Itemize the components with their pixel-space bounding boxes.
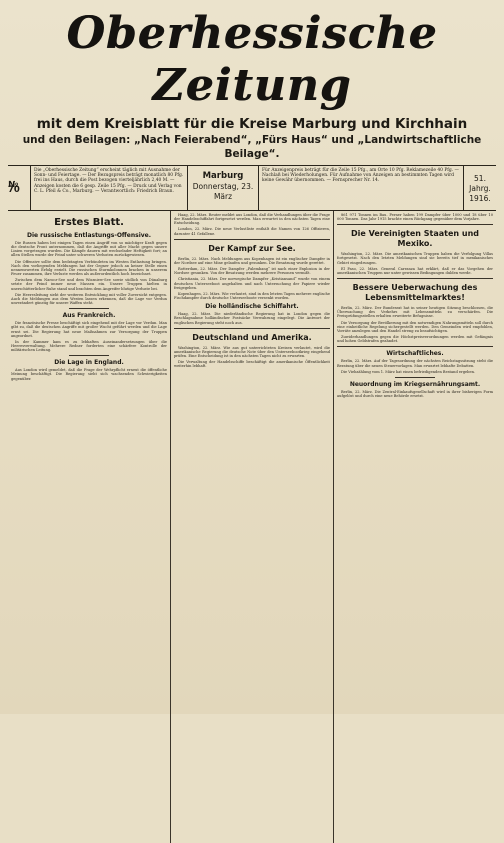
article-body — [11, 241, 167, 305]
article-paragraph: Berlin, 22. März. Auf der Tagesordnung der nächsten Reichstagssitzung steht die Beratung über die neuen Steuervorlagen. Man erwartet lebhafte Debatten. — [337, 359, 493, 368]
article-body — [337, 252, 493, 275]
article-body — [174, 213, 330, 236]
article-title: Deutschland und Amerika. — [192, 332, 312, 342]
article-body — [11, 321, 167, 352]
article-body — [11, 368, 167, 380]
divider — [174, 328, 330, 329]
article-body — [337, 306, 493, 343]
first-sheet-heading: Erstes Blatt. — [54, 217, 124, 228]
advertising-info: Für Anzeigenpreis beträgt für die Zeile 15 Pfg., am Orte 10 Pfg. Reklamezeile 40 Pfg. — Nachlaß bei Wiederholungen. Für Aufnahme von Anzeigen an bestimmten Tagen wird keine Gewähr übernommen. — Fernsprecher Nr. 14. — [259, 166, 464, 210]
article-paragraph: Washington, 22. März. Wie aus gut unterrichteten Kreisen verlautet, wird die amerikanische Regierung die deutsche Note über den Unterseebootkrieg eingehend prüfen. Eine Entscheidung ist in den nächsten Tagen nicht zu erwarten. — [174, 345, 330, 358]
subscription-info: Die „Oberhessische Zeitung“ erscheint täglich mit Ausnahme der Sonn- und Feiertage. — Der Bezugspreis beträgt monatlich 80 Pfg. frei ins Haus, durch die Post bezogen vierteljährlich 2,40 M. — Anzeigen kosten die 6 gesp. Zeile 15 Pfg. — Druck und Verlag von C. L. Pfeil & Co., Marburg. — Verantwortlich: Friedrich Braun. — [31, 166, 188, 210]
info-row — [8, 166, 496, 211]
divider — [337, 224, 493, 225]
article-title: Aus Frankreich. — [62, 312, 116, 320]
article-paragraph: Kopenhagen, 22. März. Wie verlautet, sind in den letzten Tagen mehrere englische Fischdampfer durch deutsche Unterseeboote versenkt worden. — [174, 291, 330, 301]
article-paragraph: Die Verwaltung der Handelsschiffe beschäftigt die amerikanische Öffentlichkeit weiterhin lebhaft. — [174, 360, 330, 369]
column-3 — [334, 211, 496, 843]
volume-year — [464, 166, 496, 210]
masthead-supplements: und den Beilagen: „Nach Feierabend“, „Fürs Haus“ und „Landwirtschaftliche Beilage“. — [22, 134, 482, 160]
article-paragraph: El Paso, 22. März. General Carranza hat erklärt, daß er das Vorgehen der amerikanischen Truppen nur unter gewissen Bedingungen dulden werde. — [337, 266, 493, 275]
article-paragraph: Berlin, 22. März. Der Bundesrat hat in seiner heutigen Sitzung beschlossen, die Überwachung des Verkehrs mit Lebensmitteln zu verschärfen. Die Preisprüfungsstellen erhalten erweiterte Befugnisse. — [337, 306, 493, 319]
article-paragraph: Haag, 22. März. Reuter meldet aus London, daß die Verhandlungen über die Frage der Handelsschiffahrt fortgesetzt werden. Man erwartet in den nächsten Tagen eine Entscheidung. — [174, 213, 330, 226]
masthead-subtitle: mit dem Kreisblatt für die Kreise Marburg und Kirchhain — [36, 116, 468, 132]
article-paragraph: London, 22. März. Die neue Verlustliste enthält die Namen von 126 Offizieren, darunter 41 Gefallene. — [174, 227, 330, 236]
article-paragraph: Die französische Presse beschäftigt sich eingehend mit der Lage vor Verdun. Man gibt zu, daß die deutschen Angriffe mit großer Wucht geführt werden und die Lage ernst sei. Die Regierung hat neue Maßnahmen zur Versorgung der Truppen angeordnet. — [11, 321, 167, 338]
dateline-date: Donnerstag, 23. März — [192, 182, 254, 201]
article-title: Die russische Entlastungs-Offensive. — [26, 232, 152, 239]
article-paragraph: Die Russen haben bei einigen Tagen einen Angriff von so mächtiger Kraft gegen die deutsche Front unternommen, daß die Angriffe mit aller Macht gegen unsere Linien vorgetragen wurden. Die Kämpfe dauern mit wechselnder Heftigkeit fort; an allen Stellen wurde der Feind unter schweren Verlusten zurückgewiesen. — [11, 241, 167, 258]
article-title: Wirtschaftliches. — [386, 350, 444, 358]
article-title: Neuordnung im Kriegsernährungsamt. — [349, 380, 481, 388]
article-title: Der Kampf zur See. — [208, 243, 296, 253]
divider — [337, 278, 493, 279]
article-body — [337, 390, 493, 398]
article-paragraph: Die Heeresleitung sieht der weiteren Entwicklung mit voller Zuversicht entgegen. Auch die Meldungen aus dem Westen lassen erkennen, daß die Lage vor Verdun unverändert günstig für unsere Waffen steht. — [11, 292, 167, 306]
volume: 51. Jahrg. — [469, 174, 491, 193]
article-body — [337, 213, 493, 221]
article-paragraph: Haag, 22. März. Die niederländische Regierung hat in London gegen die Beschlagnahme holländischer Postsäcke Verwahrung eingelegt. Die Antwort der englischen Regierung steht noch aus. — [174, 312, 330, 325]
article-paragraph: In der Kammer kam es zu lebhaften Auseinandersetzungen über die Heeresverwaltung. Mehrere Redner forderten eine schärfere Kontrolle der militärischen Leitung. — [11, 339, 167, 353]
article-paragraph: Zuwiderhandlungen gegen die Höchstpreisverordnungen werden mit Gefängnis und hohen Geldstrafen geahndet. — [337, 335, 493, 344]
article-title: Die Lage in England. — [54, 359, 124, 367]
article-paragraph: Berlin, 22. März. Die Zentral-Einkaufsgesellschaft wird in ihrer bisherigen Form aufgelöst und durch eine neue Behörde ersetzt. — [337, 389, 493, 398]
article-paragraph: Die Offensive sollte dem bedrängten Verbündeten im Westen Entlastung bringen. Nach den vorliegenden Meldungen hat der Gegner jedoch an keiner Stelle einen nennenswerten Erfolg erzielt. Die russischen Sturmkolonnen brachen in unserem Feuer zusammen, ihre Verluste werden als außerordentlich hoch bezeichnet. — [11, 259, 167, 277]
divider — [69, 355, 109, 356]
article-paragraph: Die Viehzählung vom 1. März hat einen befriedigenden Bestand ergeben. — [341, 369, 476, 374]
article-body — [174, 312, 330, 324]
masthead-title: Oberhessische Zeitung — [66, 8, 438, 111]
article-title: Bessere Ueberwachung des Lebensmittelmarktes! — [352, 283, 478, 303]
article-paragraph: Die Versorgung der Bevölkerung mit den notwendigen Nahrungsmitteln soll durch eine einheitliche Regelung sichergestellt werden. Den Gemeinden wird empfohlen, Vorräte anzulegen und den Handel streng zu beaufsichtigen. — [337, 320, 493, 333]
divider — [69, 308, 109, 309]
article-body — [337, 359, 493, 373]
article-paragraph: 861 971 Tonnen im Bau. Ferner haben 199 Dampfer über 1000 und 18 über 10 000 Tonnen. Das Jahr 1915 brachte einen Rückgang gegenüber dem Vorjahre. — [337, 213, 493, 222]
article-body — [174, 346, 330, 369]
divider — [395, 377, 435, 378]
dateline-city: Marburg — [202, 171, 244, 181]
column-1 — [8, 211, 171, 843]
article-paragraph: Rotterdam, 22. März. Der Dampfer „Palembang“ ist nach einer Explosion in der Nordsee gesunken. Von der Besatzung werden mehrere Personen vermißt. — [174, 267, 330, 276]
article-paragraph: Washington, 22. März. Die amerikanischen Truppen haben die Verfolgung Villas fortgesetzt. Nach den letzten Meldungen sind sie bereits tief in mexikanisches Gebiet eingedrungen. — [337, 252, 493, 265]
divider — [174, 239, 330, 240]
dateline — [188, 166, 259, 210]
article-body — [174, 257, 330, 300]
article-paragraph: Aus London wird gemeldet, daß die Frage der Wehrpflicht erneut die öffentliche Meinung beschäftigt. Die Regierung sieht sich wachsenden Schwierigkeiten gegenüber. — [11, 368, 167, 381]
year: 1916. — [469, 194, 491, 203]
article-subtitle: Die holländische Schiffahrt. — [205, 303, 299, 311]
article-columns — [8, 211, 496, 843]
article-paragraph: Berlin, 22. März. Nach Meldungen aus Kopenhagen ist ein englischer Dampfer in der Nordsee auf eine Mine gelaufen und gesunken. Die Besatzung wurde gerettet. — [174, 256, 330, 265]
article-paragraph: Christiania, 22. März. Der norwegische Dampfer „Kristiansand“ wurde von einem deutschen Unterseeboot angehalten und nach Untersuchung der Papiere wieder freigegeben. — [174, 277, 330, 290]
article-title: Die Vereinigten Staaten und Mexiko. — [350, 229, 479, 249]
article-paragraph: Zwischen dem Narocz-See und dem Wiszniew-See sowie südlich von Dünaburg setzte der Feind immer neue Massen ein. Unsere Truppen hielten in unerschütterlicher Ruhe stand und brachten dem Angreifer blutige Verluste bei. — [11, 278, 167, 291]
column-2 — [171, 211, 334, 843]
divider — [337, 346, 493, 347]
issue-number: № 70 — [8, 166, 31, 210]
